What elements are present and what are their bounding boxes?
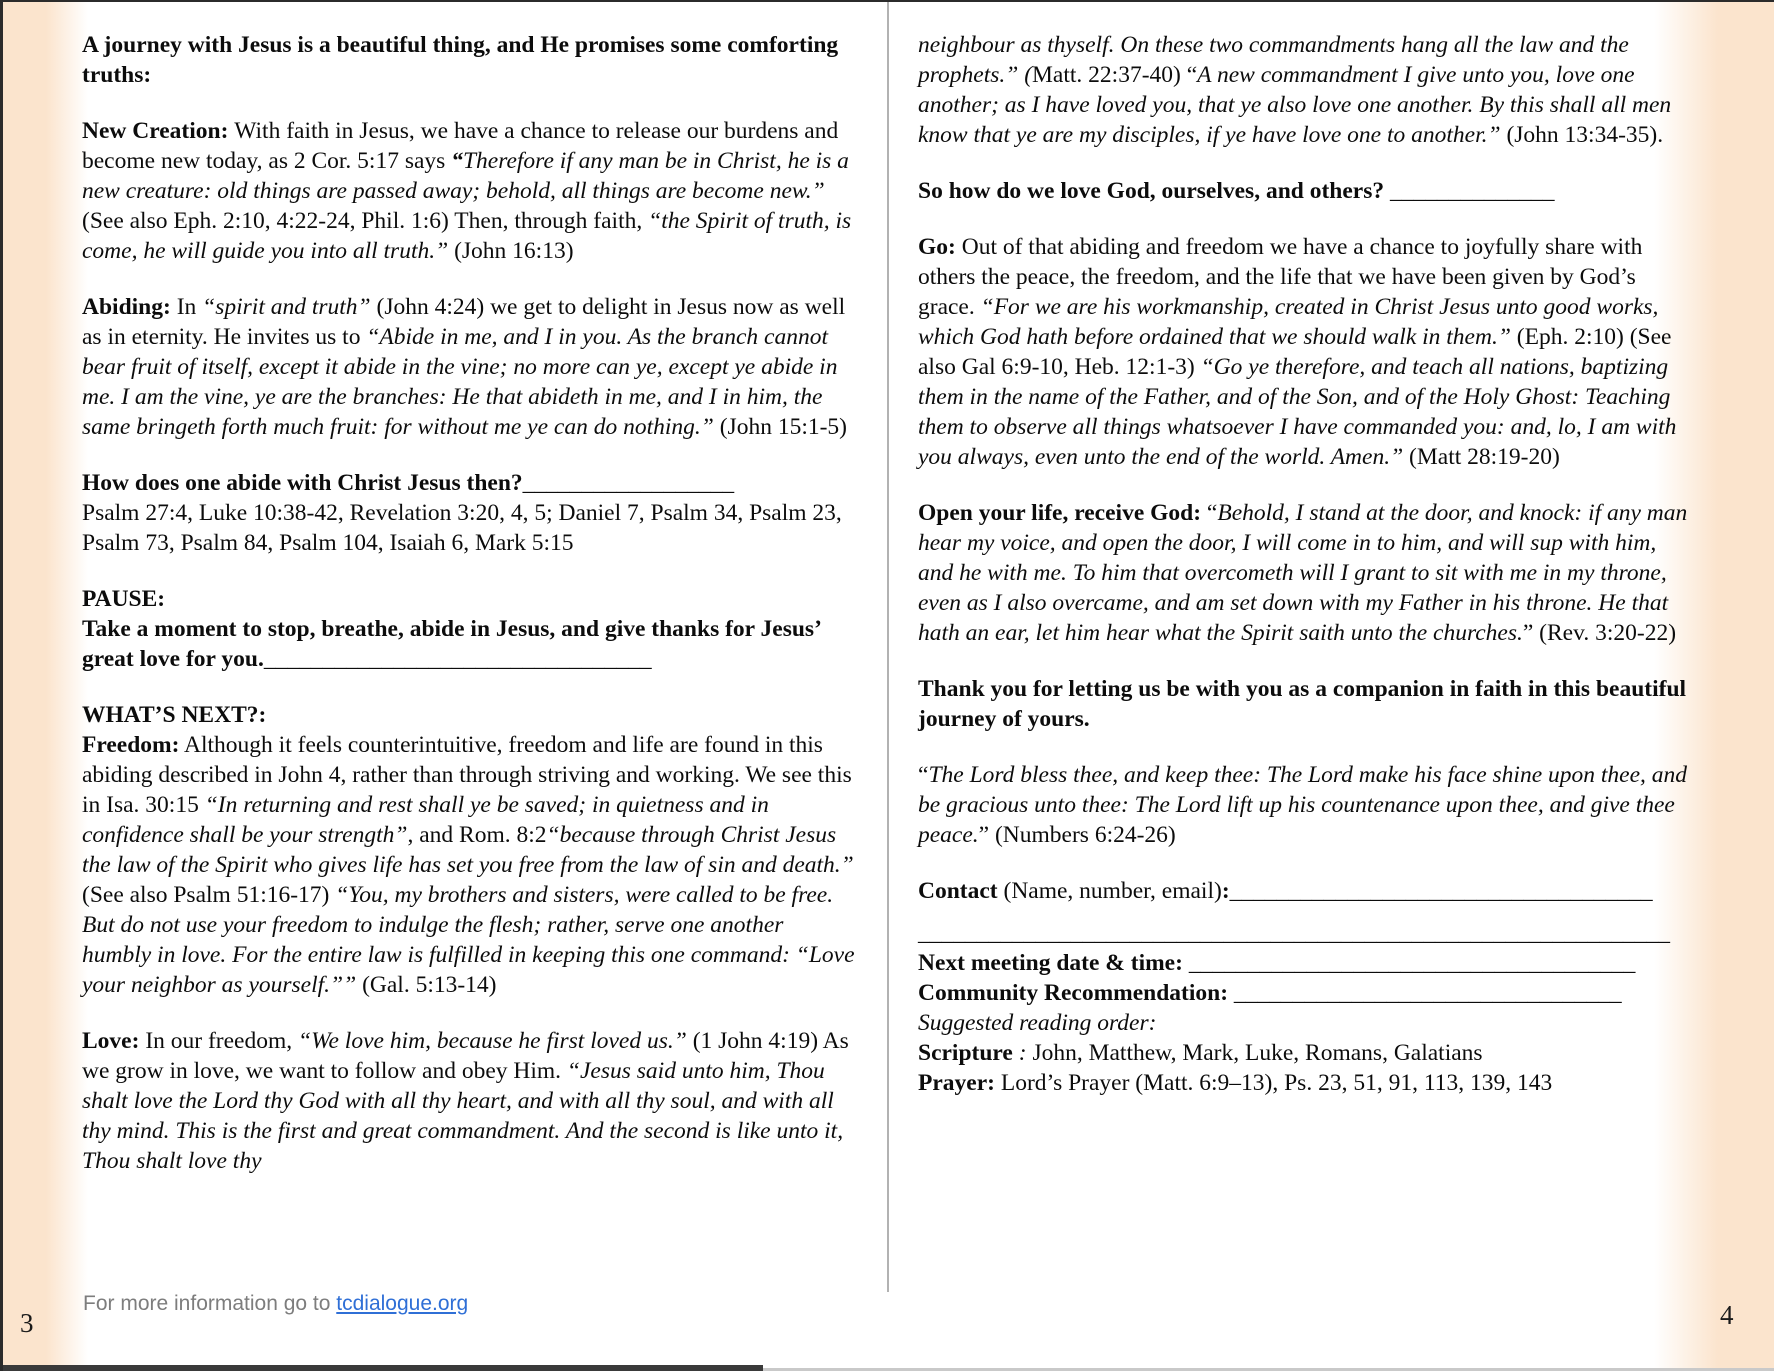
text-run: , and Rom. 8:2 (407, 822, 547, 848)
text-run: Community Recommendation: (918, 980, 1234, 1006)
text-run: “spirit and truth” (202, 294, 371, 320)
text-run: So how do we love God, ourselves, and others? (918, 178, 1390, 204)
text-run: ” (Numbers 6:24-26) (978, 822, 1176, 848)
paragraph (918, 674, 1694, 734)
text-run: “ (451, 148, 463, 174)
footer-text: For more information go to (83, 1292, 337, 1315)
text-run: (See also Eph. 2:10, 4:22-24, Phil. 1:6) Then, through faith, (82, 208, 649, 234)
text-run: (John 16:13) (454, 238, 574, 264)
text-run: How does one abide with Christ Jesus then? (82, 470, 523, 496)
paragraph (82, 468, 855, 558)
text-run: “because through Christ Jesus the law of the Spirit who gives life has set you free from the law of sin and death.” (82, 822, 854, 878)
top-border (0, 0, 1774, 2)
text-run: Matt. 22:37-40) “ (1032, 62, 1198, 88)
text-run: John, Matthew, Mark, Luke, Romans, Galatians (1032, 1040, 1483, 1066)
text-run: “Jesus said unto him, Thou shalt love the Lord thy God with all thy heart, and with all thy soul, and with all thy mind. This is the first and great commandment. And the second is like unto it, Thou shalt love thy (82, 1058, 844, 1174)
text-run: _________________________________ (1233, 980, 1622, 1006)
text-run: ” (Rev. 3:20-22) (1522, 620, 1677, 646)
text-run: (Eph. 2:10) (See also Gal 6:9-10, Heb. 12:1-3) (918, 324, 1672, 380)
text-run: “For we are his workmanship, created in Christ Jesus unto good works, which God hath before ordained that we should walk in them.” (918, 294, 1659, 350)
text-run: _________________________________ (263, 646, 652, 672)
paragraph (82, 292, 855, 442)
text-run: Next meeting date & time: (918, 950, 1189, 976)
text-run: The Lord bless thee, and keep thee: The Lord make his face shine upon thee, and be gracious unto thee: The Lord lift up his countenance upon thee, and give thee peace. (918, 762, 1688, 848)
text-run: (1 John 4:19) As we grow in love, we want to follow and obey Him. (82, 1028, 849, 1084)
text-run: : (1012, 1040, 1033, 1066)
text-run: Prayer: (918, 1070, 995, 1096)
text-run: Therefore if any man be in Christ, he is a new creature: old things are passed away; behold, all things are become new.” (82, 148, 849, 204)
text-run: Thank you for letting us be with you as a companion in faith in this beautiful journey of yours. (918, 676, 1687, 732)
text-run: Open your life, receive God: (918, 500, 1207, 526)
text-run: WHAT’S NEXT?: (82, 702, 267, 728)
paragraph (82, 116, 855, 266)
paragraph (82, 1026, 855, 1176)
text-run: A new commandment I give unto you, love one another; as I have loved you, that ye also love one another. By this shall all men know that ye are my disciples, if ye have love one to another.” (918, 62, 1672, 148)
text-run: New Creation: (82, 118, 235, 144)
page-number-left: 3 (20, 1308, 34, 1338)
text-run: Scripture (918, 1040, 1013, 1066)
text-run: Go: (918, 234, 956, 260)
text-run: (Name, number, email) (997, 878, 1222, 904)
left-page-text-column (82, 30, 855, 1176)
text-run: A journey with Jesus is a beautiful thing, and He promises some comforting truths: (82, 32, 839, 88)
paragraph (918, 176, 1694, 206)
text-run: (Matt 28:19-20) (1409, 444, 1560, 470)
text-run: __________________ (522, 470, 735, 496)
text-run: Suggested reading order: (918, 1010, 1157, 1036)
paragraph (918, 232, 1694, 472)
text-run: “We love him, because he first loved us.” (298, 1028, 687, 1054)
text-run: Lord’s Prayer (Matt. 6:9–13), Ps. 23, 51, 91, 113, 139, 143 (994, 1070, 1553, 1096)
text-run: Contact (918, 878, 998, 904)
right-page-text-column (918, 30, 1694, 1098)
paragraph (918, 918, 1694, 1098)
text-run: ________________________________________________________________ (918, 920, 1670, 946)
footer-note (83, 1292, 468, 1316)
text-run: In our freedom, (139, 1028, 299, 1054)
text-run: In (170, 294, 203, 320)
text-run: Behold, I stand at the door, and knock: if any man hear my voice, and open the door, I will come in to him, and will sup with him, and he with me. To him that overcometh will I grant to sit with me in my throne, even as I also overcame, and am set down with my Father in his throne. He that hath an ear, let him hear what the Spirit saith unto the churches. (918, 500, 1688, 646)
text-run: Freedom: (82, 732, 180, 758)
text-run: “You, my brothers and sisters, were called to be free. But do not use your freedom to indulge the flesh; rather, serve one another humbly in love. For the entire law is fulfilled in keeping this one command: “Love your neighbor as yourself.”” (82, 882, 855, 998)
text-run: “the Spirit of truth, is come, he will guide you into all truth.” (82, 208, 852, 264)
text-run: “Go ye therefore, and teach all nations, baptizing them in the name of the Father, and of the Son, and of the Holy Ghost: Teaching them to observe all things whatsoever I have commanded you: and, lo, I am with you always, even unto the end of the world. Amen.” (918, 354, 1677, 470)
text-run: (John 4:24) we get to delight in Jesus now as well as in eternity. He invites us to (82, 294, 846, 350)
text-run: (John 15:1-5) (713, 414, 848, 440)
paragraph (918, 30, 1694, 150)
text-run: With faith in Jesus, we have a chance to release our burdens and become new today, as 2 Cor. 5:17 says (82, 118, 839, 174)
paragraph (918, 498, 1694, 648)
text-run: “In returning and rest shall ye be saved; in quietness and in confidence shall be your strength” (82, 792, 769, 848)
text-run: ______________________________________ (1188, 950, 1636, 976)
paragraph (918, 760, 1694, 850)
bottom-border-dark (0, 1365, 763, 1371)
paragraph (82, 584, 855, 674)
text-run: “Abide in me, and I in you. As the branch cannot bear fruit of itself, except it abide in the vine; no more can ye, except ye abide in me. I am the vine, ye are the branches: He that abideth in me, and I in him, the same bringeth forth much fruit: for without me ye can do nothing.” (82, 324, 838, 440)
paragraph (918, 876, 1694, 906)
text-run: (See also Psalm 51:16-17) (82, 882, 336, 908)
footer-link[interactable]: tcdialogue.org (336, 1292, 469, 1315)
text-run: Psalm 27:4, Luke 10:38-42, Revelation 3:20, 4, 5; Daniel 7, Psalm 34, Psalm 23, Psalm 73, Psalm 84, Psalm 104, Isaiah 6, Mark 5:15 (82, 500, 842, 556)
text-run: PAUSE: (82, 586, 166, 612)
text-run: neighbour as thyself. On these two commandments hang all the law and the prophets.” ( (918, 32, 1629, 88)
text-run: Love: (82, 1028, 140, 1054)
text-run: (Gal. 5:13-14) (362, 972, 497, 998)
page-number-right: 4 (1720, 1300, 1734, 1330)
paragraph (82, 30, 855, 90)
text-run: : (1221, 878, 1230, 904)
text-run: “ (1206, 500, 1218, 526)
text-run: ______________ (1390, 178, 1555, 204)
text-run: Abiding: (82, 294, 171, 320)
left-border (0, 0, 3, 1371)
text-run: Out of that abiding and freedom we have a chance to joyfully share with others the peace, the freedom, and the life that we have been given by God’s grace. (918, 234, 1643, 320)
text-run: ____________________________________ (1229, 878, 1653, 904)
paragraph (82, 700, 855, 1000)
page-divider-line (887, 2, 889, 1292)
text-run: Although it feels counterintuitive, freedom and life are found in this abiding described in John 4, rather than through striving and working. We see this in Isa. 30:15 (82, 732, 852, 818)
text-run: Take a moment to stop, breathe, abide in Jesus, and give thanks for Jesus’ great love for you. (82, 616, 821, 672)
text-run: (John 13:34-35). (1500, 122, 1664, 148)
left-page-margin-stripe (0, 0, 90, 1371)
text-run: “ (918, 762, 929, 788)
